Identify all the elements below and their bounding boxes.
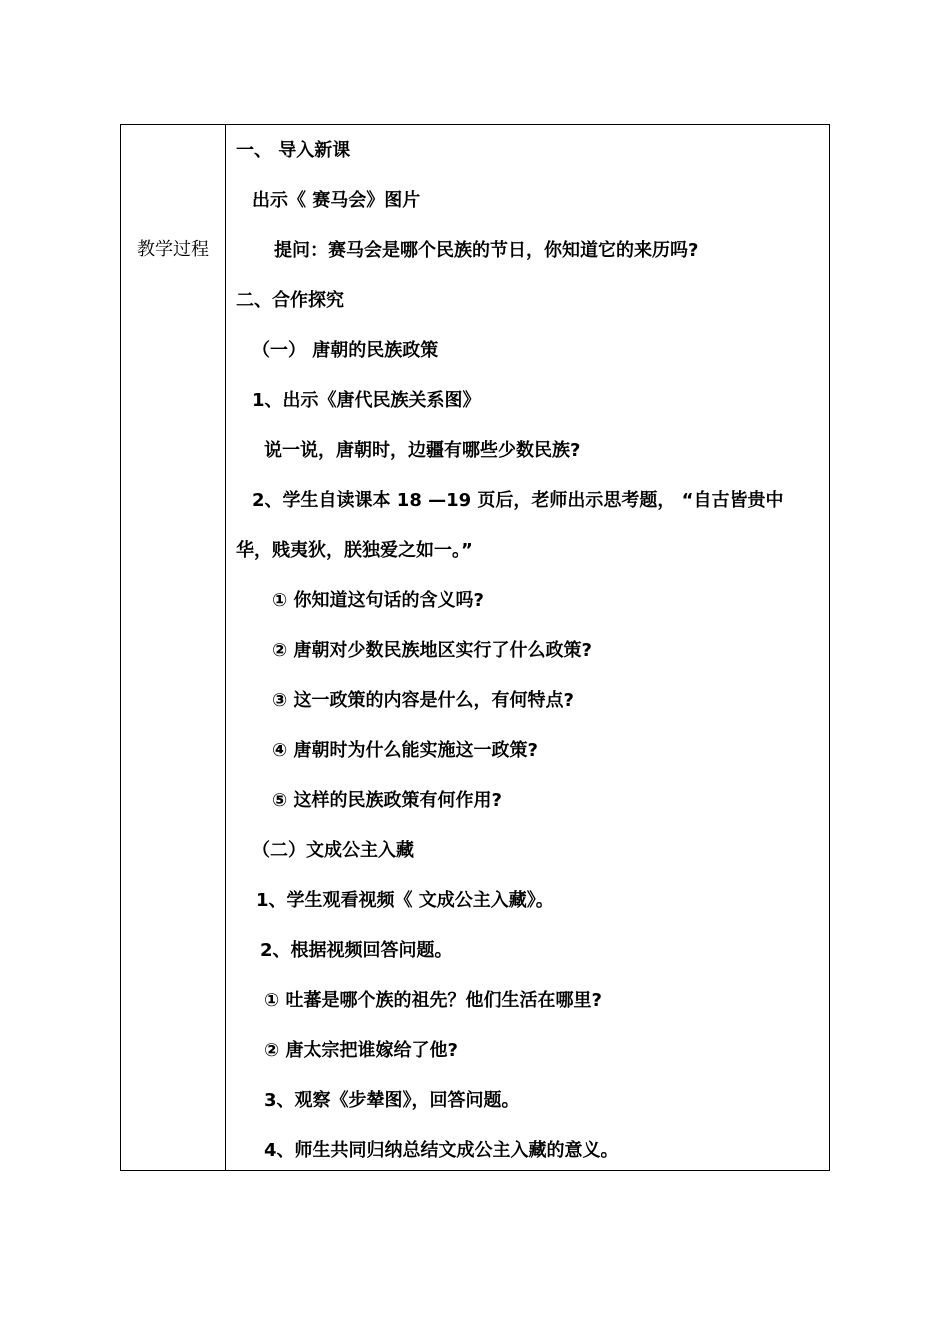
section-label: 教学过程	[137, 239, 209, 260]
content-line: ② 唐朝对少数民族地区实行了什么政策?	[272, 640, 592, 661]
content-line: 1、学生观看视频《 文成公主入藏》。	[256, 890, 554, 911]
content-line: 4、师生共同归纳总结文成公主入藏的意义。	[264, 1140, 619, 1161]
content-line: 3、观察《步辇图》，回答问题。	[264, 1090, 520, 1111]
content-line: （一） 唐朝的民族政策	[252, 340, 439, 361]
content-line: 1、出示《唐代民族关系图》	[252, 390, 481, 411]
content-line: 二、合作探究	[236, 290, 344, 311]
content-line: ③ 这一政策的内容是什么，有何特点?	[272, 690, 574, 711]
content-line: 2、学生自读课本 18 —19 页后，老师出示思考题， “自古皆贵中	[252, 490, 784, 511]
content-cell	[226, 125, 829, 1170]
content-line: 提问：赛马会是哪个民族的节日，你知道它的来历吗?	[274, 240, 699, 261]
content-line: ④ 唐朝时为什么能实施这一政策?	[272, 740, 538, 761]
lesson-table	[120, 124, 830, 1171]
content-line: ① 你知道这句话的含义吗?	[272, 590, 484, 611]
content-line: 一、 导入新课	[236, 140, 351, 161]
content-line: 华，贱夷狄，朕独爱之如一。”	[236, 540, 473, 561]
content-line: 2、根据视频回答问题。	[260, 940, 453, 961]
content-line: 出示《 赛马会》图片	[252, 190, 421, 211]
content-line: 说一说，唐朝时，边疆有哪些少数民族?	[264, 440, 581, 461]
content-line: ① 吐蕃是哪个族的祖先？他们生活在哪里?	[264, 990, 602, 1011]
content-line: ⑤ 这样的民族政策有何作用?	[272, 790, 502, 811]
content-line: ② 唐太宗把谁嫁给了他?	[264, 1040, 458, 1061]
content-line: （二）文成公主入藏	[252, 840, 414, 861]
label-cell	[121, 125, 225, 1170]
